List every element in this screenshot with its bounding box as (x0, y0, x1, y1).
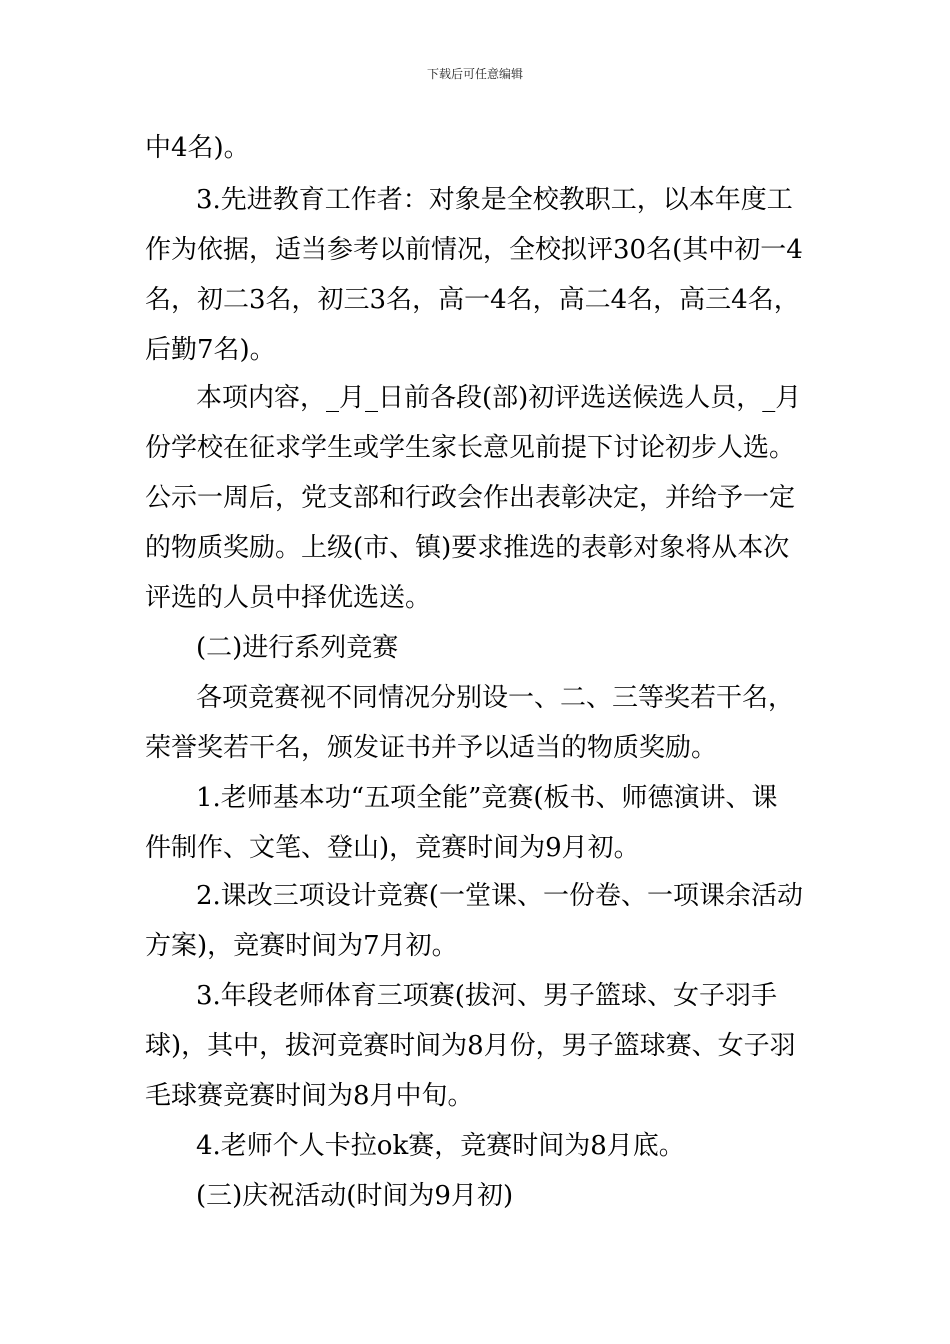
body-line: 作为依据，适当参考以前情况，全校拟评30名(其中初一4 (145, 235, 803, 265)
body-line: 球)，其中，拔河竞赛时间为8月份，男子篮球赛、女子羽 (145, 1031, 796, 1061)
section-heading: (三)庆祝活动(时间为9月初) (196, 1181, 514, 1211)
body-line: 1.老师基本功“五项全能”竞赛(板书、师德演讲、课 (196, 783, 778, 813)
body-line: 公示一周后，党支部和行政会作出表彰决定，并给予一定 (145, 483, 796, 513)
body-line: 中4名)。 (145, 133, 250, 163)
body-line: 毛球赛竞赛时间为8月中旬。 (145, 1081, 474, 1111)
body-line: 方案)，竞赛时间为7月初。 (145, 931, 458, 961)
body-line: 3.年段老师体育三项赛(拔河、男子篮球、女子羽手 (196, 981, 777, 1011)
body-line: 4.老师个人卡拉ok赛，竞赛时间为8月底。 (196, 1131, 685, 1161)
body-line: 份学校在征求学生或学生家长意见前提下讨论初步人选。 (145, 433, 796, 463)
body-line: 各项竞赛视不同情况分别设一、二、三等奖若干名， (196, 683, 795, 713)
body-line: 3.先进教育工作者：对象是全校教职工，以本年度工 (196, 185, 793, 215)
section-heading: (二)进行系列竞赛 (196, 633, 399, 663)
body-line: 荣誉奖若干名，颁发证书并予以适当的物质奖励。 (145, 733, 718, 763)
body-line: 的物质奖励。上级(市、镇)要求推选的表彰对象将从本次 (145, 533, 790, 563)
body-line: 后勤7名)。 (145, 335, 276, 365)
body-line: 评选的人员中择优选送。 (145, 583, 432, 613)
body-line: 2.课改三项设计竞赛(一堂课、一份卷、一项课余活动 (196, 881, 803, 911)
page-header: 下载后可任意编辑 (426, 67, 523, 81)
body-line: 本项内容，_月_日前各段(部)初评选送候选人员，_月 (196, 383, 802, 413)
body-line: 件制作、文笔、登山)，竞赛时间为9月初。 (145, 833, 640, 863)
body-line: 名，初二3名，初三3名，高一4名，高二4名，高三4名， (145, 285, 800, 315)
